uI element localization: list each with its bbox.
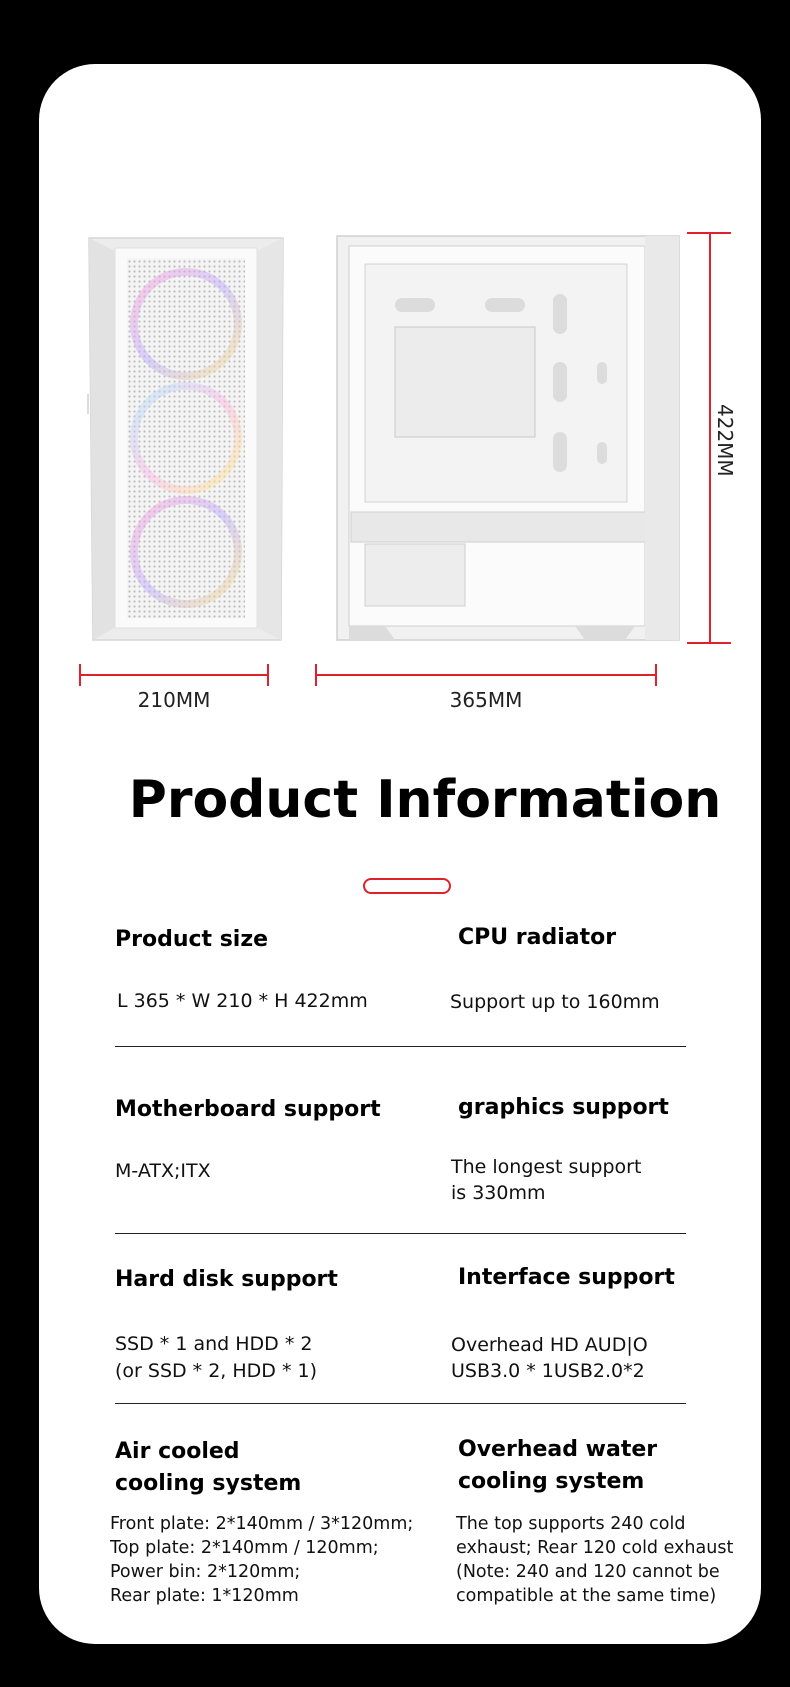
height-dimension-tick-bottom xyxy=(687,642,731,644)
divider-2 xyxy=(115,1233,686,1234)
length-dimension-tick-right xyxy=(655,664,657,686)
air-cooling-line-3: Power bin: 2*120mm; xyxy=(110,1562,301,1582)
length-dimension-line xyxy=(315,674,657,676)
length-dimension-tick-left xyxy=(315,664,317,686)
graphics-value-line2: is 330mm xyxy=(451,1182,546,1204)
title-accent-pill xyxy=(363,878,451,894)
product-card xyxy=(39,64,761,1644)
graphics-label: graphics support xyxy=(458,1095,669,1120)
height-dimension-tick-top xyxy=(687,232,731,234)
air-cooling-line-2: Top plate: 2*140mm / 120mm; xyxy=(110,1538,379,1558)
length-dimension-label: 365MM xyxy=(449,688,523,712)
air-cooling-line-1: Front plate: 2*140mm / 3*120mm; xyxy=(110,1514,414,1534)
water-cooling-line-3: (Note: 240 and 120 cannot be xyxy=(456,1562,720,1582)
height-dimension-line xyxy=(709,232,711,644)
water-cooling-line-1: The top supports 240 cold xyxy=(456,1514,686,1534)
divider-1 xyxy=(115,1046,686,1047)
graphics-value-line1: The longest support xyxy=(451,1156,642,1178)
page-title: Product Information xyxy=(128,770,722,830)
motherboard-value: M-ATX;ITX xyxy=(115,1160,211,1182)
interface-label: Interface support xyxy=(458,1265,675,1290)
water-cooling-line-4: compatible at the same time) xyxy=(456,1586,717,1606)
interface-value-line2: USB3.0 * 1USB2.0*2 xyxy=(451,1360,645,1382)
divider-3 xyxy=(115,1403,686,1404)
case-side-image xyxy=(335,232,687,646)
product-size-label: Product size xyxy=(115,927,269,952)
width-dimension-label: 210MM xyxy=(137,688,211,712)
cpu-radiator-label: CPU radiator xyxy=(458,925,617,950)
height-dimension-label: 422MM xyxy=(713,404,737,477)
air-cooling-line-4: Rear plate: 1*120mm xyxy=(110,1586,299,1606)
width-dimension-tick-right xyxy=(267,664,269,686)
hard-disk-label: Hard disk support xyxy=(115,1267,338,1292)
air-cooling-label-line1: Air cooled xyxy=(115,1439,240,1464)
case-front-image xyxy=(87,234,287,644)
hard-disk-value-line2: (or SSD * 2, HDD * 1) xyxy=(115,1360,318,1382)
air-cooling-label-line2: cooling system xyxy=(115,1471,302,1496)
product-size-value: L 365 * W 210 * H 422mm xyxy=(117,990,368,1012)
motherboard-label: Motherboard support xyxy=(115,1097,381,1122)
cpu-radiator-value: Support up to 160mm xyxy=(450,991,660,1013)
hard-disk-value-line1: SSD * 1 and HDD * 2 xyxy=(115,1333,313,1355)
water-cooling-label-line1: Overhead water xyxy=(458,1437,658,1462)
width-dimension-tick-left xyxy=(79,664,81,686)
width-dimension-line xyxy=(79,674,269,676)
water-cooling-line-2: exhaust; Rear 120 cold exhaust xyxy=(456,1538,734,1558)
water-cooling-label-line2: cooling system xyxy=(458,1469,645,1494)
interface-value-line1: Overhead HD AUD|O xyxy=(451,1334,648,1356)
